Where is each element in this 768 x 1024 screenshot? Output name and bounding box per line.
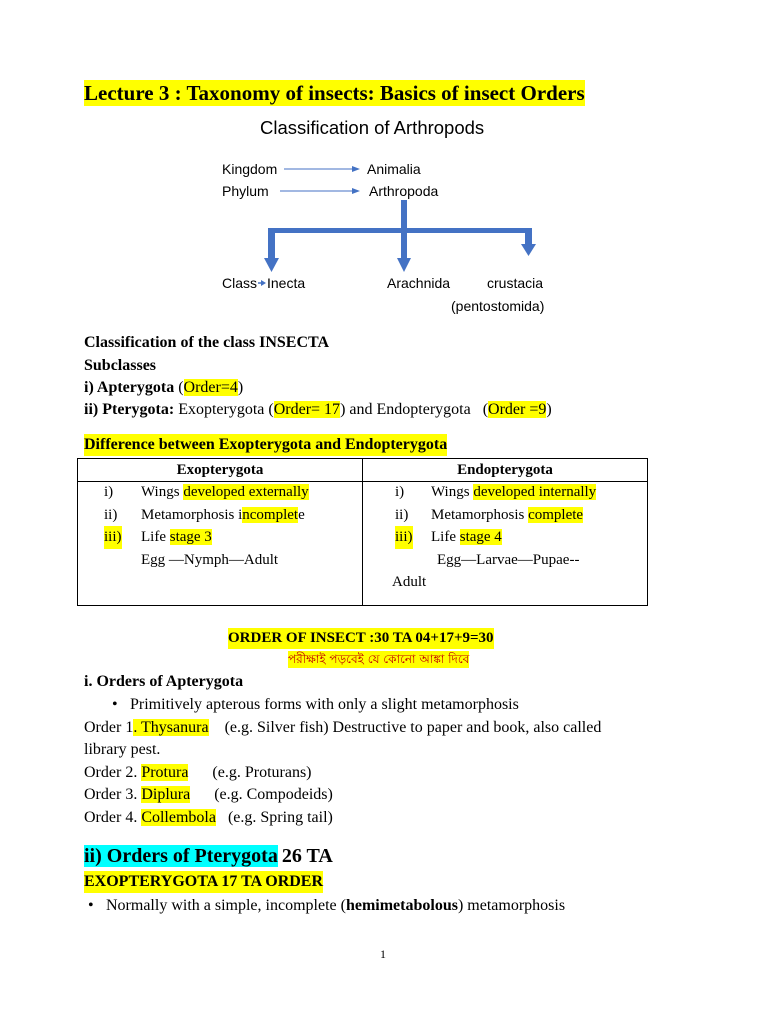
pterygota-line: ii) Pterygota: Exopterygota (Order= 17) and Endopterygota (Order =9) bbox=[84, 401, 552, 418]
class-crustacia-note: (pentostomida) bbox=[451, 298, 545, 314]
pterygota-orders-heading: ii) Orders of Pterygota bbox=[84, 845, 278, 867]
exopterygota-heading: EXOPTERYGOTA 17 TA ORDER bbox=[84, 871, 323, 893]
exo-row-2-num: ii) bbox=[104, 507, 118, 523]
exo-row-2 bbox=[104, 504, 305, 527]
order-4-name: Collembola bbox=[141, 809, 216, 826]
order-3-name: Diplura bbox=[141, 786, 191, 803]
endo-row-3-num: iii) bbox=[395, 526, 413, 549]
exo-row-2-text: Metamorphosis i bbox=[141, 507, 243, 523]
apterygota-line: i) Apterygota (Order=4) bbox=[84, 379, 244, 396]
class-label: Class bbox=[222, 275, 258, 291]
phylum-value: Arthropoda bbox=[369, 183, 439, 199]
pterygota-and: and Endopterygota bbox=[349, 401, 471, 418]
endo-row-2-highlight: complete bbox=[528, 507, 584, 523]
difference-table bbox=[77, 458, 648, 606]
class-crustacia: crustacia bbox=[487, 275, 544, 291]
exo-life-cycle: Egg —Nymph—Adult bbox=[141, 552, 279, 568]
exo-row-3-text: Life bbox=[141, 529, 170, 545]
exo-row-1 bbox=[104, 481, 309, 504]
pterygota-orders-count: 26 TA bbox=[281, 845, 333, 867]
pterygota-orders-heading-line bbox=[84, 843, 333, 869]
exo-row-2-rest: e bbox=[298, 507, 305, 523]
class-arachnida: Arachnida bbox=[387, 275, 451, 291]
endo-row-3-highlight: stage 4 bbox=[459, 529, 502, 545]
order-summary: ORDER OF INSECT :30 TA 04+17+9=30 bbox=[228, 628, 494, 649]
order-4-line bbox=[84, 807, 333, 829]
pterygota-prefix: ii) Pterygota: bbox=[84, 401, 175, 418]
order-2-desc: (e.g. Proturans) bbox=[212, 764, 312, 781]
down-arrow-insecta bbox=[264, 228, 279, 272]
kingdom-value: Animalia bbox=[367, 161, 421, 177]
exopterygota-bullet-pre: Normally with a simple, incomplete ( bbox=[106, 897, 346, 914]
kingdom-arrow bbox=[284, 166, 360, 172]
exo-row-1-num: i) bbox=[104, 484, 114, 500]
order-1-prefix: Order 1 bbox=[84, 719, 134, 736]
diagram-title: Classification of Arthropods bbox=[260, 117, 485, 138]
exo-row-3-num: iii) bbox=[104, 526, 122, 549]
exopterygota-bullet bbox=[106, 895, 565, 917]
exo-row-1-text: Wings bbox=[141, 484, 184, 500]
endo-row-3 bbox=[395, 526, 502, 549]
exo-row-3-highlight: stage 3 bbox=[169, 529, 212, 545]
page-title: Lecture 3 : Taxonomy of insects: Basics of insect Orders bbox=[84, 81, 585, 105]
exo-row-3 bbox=[104, 526, 212, 549]
class-insecta: Inecta bbox=[267, 275, 306, 291]
apterygota-order: Order=4 bbox=[183, 379, 238, 396]
page-number: 1 bbox=[380, 947, 386, 961]
endo-row-1-highlight: developed internally bbox=[473, 484, 597, 500]
endo-life-cycle-1: Egg—Larvae—Pupae-- bbox=[437, 552, 580, 568]
endo-row-1-num: i) bbox=[395, 484, 405, 500]
order-1-desc-cont: library pest. bbox=[84, 741, 161, 758]
classification-diagram bbox=[0, 0, 768, 330]
order-4-prefix: Order 4. bbox=[84, 809, 138, 826]
endo-row-1 bbox=[395, 481, 596, 504]
kingdom-label: Kingdom bbox=[222, 161, 278, 177]
order-2-name: Protura bbox=[141, 764, 189, 781]
apterygota-prefix: i) Apterygota bbox=[84, 379, 175, 396]
pterygota-exo: Exopterygota bbox=[178, 401, 265, 418]
classification-heading: Classification of the class INSECTA bbox=[84, 334, 330, 351]
endo-row-2-text: Metamorphosis bbox=[431, 507, 529, 523]
exopterygota-bullet-post: ) metamorphosis bbox=[457, 897, 566, 914]
exopterygota-bullet-bold: hemimetabolous bbox=[345, 897, 458, 914]
table-header-endopterygota: Endopterygota bbox=[457, 462, 553, 478]
order-4-desc: (e.g. Spring tail) bbox=[227, 809, 333, 826]
pterygota-exo-order: Order= 17 bbox=[273, 401, 341, 418]
order-3-prefix: Order 3. bbox=[84, 786, 138, 803]
endo-life-cycle-2: Adult bbox=[392, 574, 427, 590]
exo-row-2-highlight: ncomplet bbox=[242, 507, 299, 523]
apterygota-orders-heading: i. Orders of Apterygota bbox=[84, 673, 244, 690]
subclasses-heading: Subclasses bbox=[84, 357, 157, 374]
endo-row-1-text: Wings bbox=[431, 484, 474, 500]
phylum-arrow bbox=[280, 188, 360, 194]
bengali-note: পরীক্ষাই পড়বেই যে কোনো আঙ্কা দিবে bbox=[288, 652, 470, 666]
class-arrow bbox=[258, 280, 266, 286]
order-1-desc: (e.g. Silver fish) Destructive to paper and book, also called bbox=[224, 719, 602, 736]
exo-row-1-highlight: developed externally bbox=[183, 484, 309, 500]
order-3-desc: (e.g. Compodeids) bbox=[214, 786, 333, 803]
down-arrow-arachnida bbox=[397, 228, 411, 272]
pterygota-endo-order: Order =9 bbox=[488, 401, 547, 418]
table-header-exopterygota: Exopterygota bbox=[176, 462, 264, 478]
order-1-name: . Thysanura bbox=[133, 719, 209, 736]
endo-row-2-num: ii) bbox=[395, 507, 409, 523]
order-2-line bbox=[84, 762, 312, 784]
endo-row-2 bbox=[395, 504, 583, 527]
apterygota-bullet: • Primitively apterous forms with only a slight metamorphosis bbox=[130, 694, 519, 716]
phylum-label: Phylum bbox=[222, 183, 269, 199]
order-3-line bbox=[84, 784, 333, 806]
difference-heading: Difference between Exopterygota and Endopterygota bbox=[84, 434, 447, 456]
order-1-line bbox=[84, 717, 601, 739]
order-2-prefix: Order 2. bbox=[84, 764, 138, 781]
endo-row-3-text: Life bbox=[431, 529, 460, 545]
